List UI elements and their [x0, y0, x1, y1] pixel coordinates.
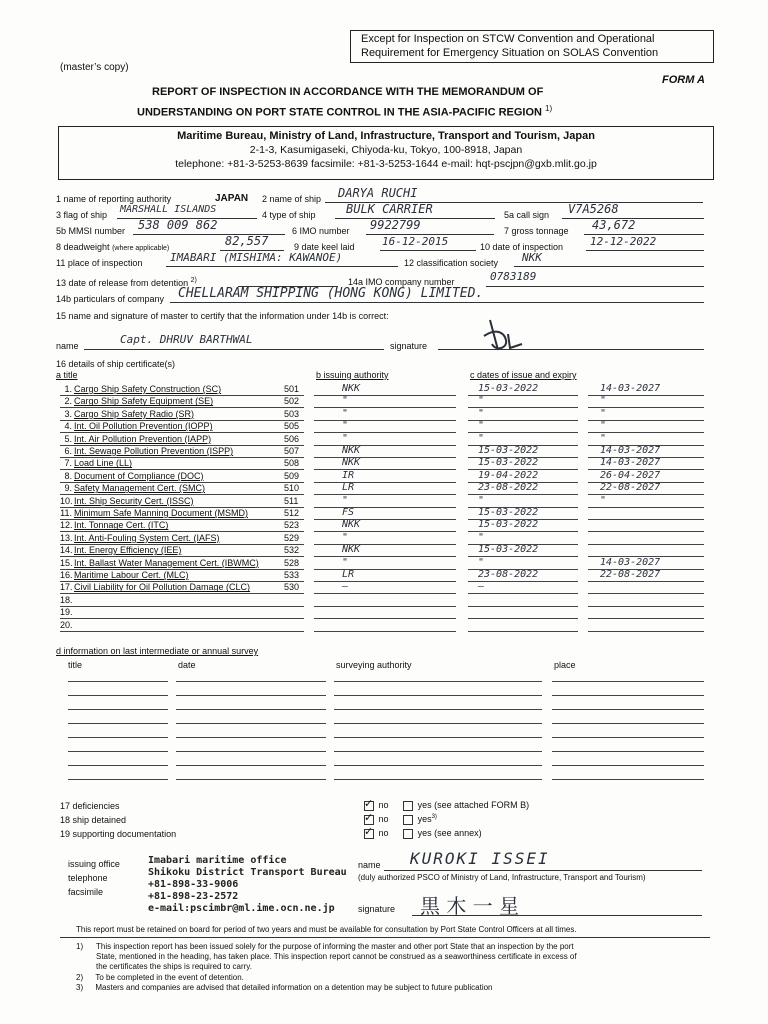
cert-expiry-date: ": [600, 494, 607, 506]
field-3-label: 3 flag of ship: [56, 210, 108, 220]
cert-number: 3.: [64, 408, 72, 419]
cert-number: 20.: [60, 619, 73, 630]
row-line-expiry: [588, 631, 704, 632]
cert-authority: LR: [342, 482, 355, 494]
survey-line: [334, 709, 542, 710]
form-label: FORM A: [662, 74, 705, 86]
survey-col-place: place: [554, 660, 576, 670]
issuing-office-label: issuing office: [68, 859, 120, 869]
cert-authority: ": [342, 531, 349, 543]
cert-issue-date: —: [478, 581, 485, 593]
cert-code: 533: [284, 570, 300, 580]
cert-code: 509: [284, 470, 300, 481]
cert-title: Civil Liability for Oil Pollution Damage (CLC): [74, 582, 251, 593]
facsimile-label: facsimile: [68, 887, 104, 897]
field-13-line: [238, 272, 338, 287]
field-2-value: DARYA RUCHI: [338, 186, 418, 200]
yes-checkbox-17[interactable]: [403, 801, 413, 811]
survey-line: [552, 737, 704, 738]
field-9-value: 16-12-2015: [382, 235, 449, 248]
exception-line1: Except for Inspection on STCW Convention and Operational: [361, 33, 655, 45]
cert-authority: —: [342, 581, 349, 593]
field-11-value: IMABARI (MISHIMA: KAWANOE): [170, 251, 343, 264]
field-8-label: [56, 242, 169, 252]
survey-line: [552, 765, 704, 766]
survey-line: [552, 723, 704, 724]
yes-label-19: yes (see annex): [417, 828, 482, 838]
certs-col-a: a title: [56, 370, 78, 380]
cert-issue-date: 19-04-2022: [478, 469, 539, 481]
cert-number: 17.: [60, 582, 73, 593]
master-name-label: name: [56, 341, 79, 351]
cert-title: Int. Anti-Fouling System Cert. (IAFS): [74, 532, 220, 543]
cert-code: 501: [284, 384, 300, 394]
survey-heading: d information on last intermediate or annual survey: [56, 646, 259, 656]
report-title-line1: REPORT OF INSPECTION IN ACCORDANCE WITH THE MEMORANDUM OF: [152, 86, 544, 98]
cert-number: 14.: [60, 545, 73, 556]
survey-line: [176, 723, 326, 724]
field-12-line: [514, 252, 704, 267]
cert-code: 532: [284, 545, 300, 556]
cert-issue-date: 15-03-2022: [478, 383, 539, 394]
cert-number: 1.: [64, 384, 72, 394]
footnote-3-number: 3): [76, 983, 84, 992]
no-label-18: no: [378, 814, 389, 824]
cert-title: Int. Oil Pollution Prevention (IOPP): [74, 421, 213, 432]
cert-code: 530: [284, 582, 300, 593]
cert-title: Minimum Safe Manning Document (MSMD): [74, 508, 249, 518]
authority-address: 2-1-3, Kasumigaseki, Chiyoda-ku, Tokyo, 100-8918, Japan: [249, 144, 523, 156]
cert-authority: FS: [342, 507, 355, 518]
survey-line: [68, 681, 168, 682]
certs-col-b: b issuing authority: [316, 370, 389, 380]
masters-copy: (master’s copy): [60, 62, 129, 73]
cert-issue-date: ": [478, 432, 485, 444]
cert-title: Document of Compliance (DOC): [74, 470, 204, 481]
cert-authority: ": [342, 494, 349, 506]
footnote-3: [76, 983, 493, 992]
psco-name-value: KUROKI ISSEI: [410, 849, 550, 868]
cert-title: Cargo Ship Safety Equipment (SE): [74, 396, 214, 407]
psco-note: (duly authorized PSCO of Ministry of Land, Infrastructure, Transport and Tourism): [358, 873, 646, 882]
cert-number: 18.: [60, 594, 73, 605]
office-stamp: [148, 855, 347, 915]
field-4-value: BULK CARRIER: [346, 202, 433, 216]
field-14a-value: 0783189: [490, 270, 537, 283]
survey-line: [176, 695, 326, 696]
cert-issue-date: ": [478, 531, 485, 543]
cert-issue-date: ": [478, 420, 485, 432]
cert-expiry-date: 22-08-2027: [600, 569, 661, 580]
field-1-label: 1 name of reporting authority: [56, 194, 172, 204]
row-19-options: [364, 825, 482, 839]
survey-line: [68, 695, 168, 696]
yes-label-17: yes (see attached FORM B): [417, 800, 530, 810]
authority-name: Maritime Bureau, Ministry of Land, Infrastructure, Transport and Tourism, Japan: [177, 130, 595, 142]
footer-retain: This report must be retained on board for period of two years and must be available for consultation by Port State Control Officers at all times.: [76, 925, 577, 934]
report-title-sup: 1): [545, 104, 553, 113]
cert-expiry-date: 14-03-2027: [600, 457, 661, 469]
psco-signature-label: signature: [358, 904, 396, 914]
field-5a-label: 5a call sign: [504, 210, 550, 220]
survey-line: [552, 681, 704, 682]
stamp-line4: +81-898-23-2572: [148, 891, 239, 902]
field-15-label: 15 name and signature of master to certify that the information under 14b is correct:: [56, 311, 389, 321]
survey-line: [334, 751, 542, 752]
survey-line: [552, 695, 704, 696]
footnote-1-line1: This inspection report has been issued solely for the purpose of informing the master and other port State that an inspection by the port: [96, 942, 574, 951]
field-11-label: 11 place of inspection: [56, 258, 143, 268]
field-8-label-text: 8 deadweight: [56, 242, 110, 252]
field-5b-label: 5b MMSI number: [56, 226, 126, 236]
field-5a-value: V7A5268: [568, 202, 619, 216]
survey-line: [68, 779, 168, 780]
cert-title: Cargo Ship Safety Radio (SR): [74, 408, 195, 419]
cert-title: Maritime Labour Cert. (MLC): [74, 570, 189, 580]
cert-code: 523: [284, 520, 300, 531]
cert-expiry-date: 26-04-2027: [600, 469, 661, 481]
footnote-2-number: 2): [76, 973, 84, 982]
field-12-value: NKK: [522, 251, 542, 264]
cert-code: 510: [284, 483, 300, 494]
footnote-2: [76, 973, 244, 982]
survey-line: [176, 751, 326, 752]
field-14a-label: 14a IMO company number: [348, 277, 455, 287]
row-line-auth: [314, 631, 456, 632]
survey-line: [334, 723, 542, 724]
row-17-label: 17 deficiencies: [60, 801, 120, 811]
authority-box: [58, 126, 714, 180]
cert-number: 11.: [60, 508, 72, 518]
cert-issue-date: 15-03-2022: [478, 519, 539, 531]
report-title-line2: [137, 104, 552, 119]
cert-issue-date: ": [478, 407, 485, 419]
yes-checkbox-19[interactable]: [403, 829, 413, 839]
cert-expiry-date: 14-03-2027: [600, 445, 661, 456]
survey-line: [334, 765, 542, 766]
field-10-label: 10 date of inspection: [480, 242, 564, 252]
cert-title: Int. Air Pollution Prevention (IAPP): [74, 433, 212, 444]
survey-col-title: title: [68, 660, 83, 670]
cert-issue-date: 15-03-2022: [478, 507, 539, 518]
survey-col-authority: surveying authority: [336, 660, 412, 670]
cert-title: Int. Energy Efficiency (IEE): [74, 545, 182, 556]
cert-title: Cargo Ship Safety Construction (SC): [74, 384, 222, 394]
cert-authority: NKK: [342, 445, 361, 456]
telephone-label: telephone: [68, 873, 108, 883]
survey-line: [68, 709, 168, 710]
cert-authority: NKK: [342, 544, 361, 556]
survey-line: [176, 681, 326, 682]
report-title-line2-text: UNDERSTANDING ON PORT STATE CONTROL IN THE ASIA-PACIFIC REGION: [137, 106, 542, 119]
cert-number: 5.: [64, 433, 72, 444]
cert-code: 506: [284, 433, 300, 444]
cert-number: 12.: [60, 520, 73, 531]
footer-rule: [60, 937, 710, 938]
cert-issue-date: ": [478, 395, 485, 407]
survey-line: [176, 765, 326, 766]
cert-authority: NKK: [342, 519, 361, 531]
field-9-label: 9 date keel laid: [294, 242, 355, 252]
survey-col-date: date: [178, 660, 196, 670]
cert-code: 508: [284, 458, 300, 469]
stamp-line3: +81-898-33-9006: [148, 879, 239, 890]
cert-authority: NKK: [342, 383, 361, 394]
footnote-1-number: 1): [76, 942, 84, 951]
cert-issue-date: ": [478, 556, 485, 568]
authority-contact: telephone: +81-3-5253-8639 facsimile: +81-3-5253-1644 e-mail: hqt-pscjpn@gxb.mlit.go.jp: [175, 158, 597, 170]
row-19-label: 19 supporting documentation: [60, 829, 177, 839]
no-checkbox-17[interactable]: ✓: [364, 797, 374, 810]
survey-line: [334, 695, 542, 696]
cert-expiry-date: ": [600, 395, 607, 407]
psco-signature-value: 黒 木 一 星: [420, 894, 520, 918]
cert-code: 529: [284, 532, 300, 543]
field-8-value: 82,557: [225, 234, 269, 248]
master-signature-mark: [478, 314, 538, 358]
field-1-value: JAPAN: [215, 193, 249, 204]
cert-authority: IR: [342, 469, 355, 481]
footnote-1: [76, 942, 577, 972]
certs-heading: 16 details of ship certificate(s): [56, 359, 176, 369]
cert-issue-date: 15-03-2022: [478, 445, 539, 456]
survey-line: [68, 751, 168, 752]
cert-code: 507: [284, 446, 300, 456]
survey-line: [552, 751, 704, 752]
cert-issue-date: 15-03-2022: [478, 457, 539, 469]
cert-number: 10.: [60, 495, 73, 506]
cert-authority: LR: [342, 569, 355, 580]
field-5b-value: 538 009 862: [138, 218, 218, 232]
cert-authority: ": [342, 395, 349, 407]
no-label-19: no: [378, 828, 389, 838]
field-3-value: MARSHALL ISLANDS: [120, 204, 217, 215]
yes-checkbox-18[interactable]: [403, 815, 413, 825]
cert-number: 6.: [64, 446, 72, 456]
cert-title: Int. Sewage Pollution Prevention (ISPP): [74, 446, 234, 456]
certs-col-c: c dates of issue and expiry: [470, 370, 577, 380]
cert-authority: ": [342, 420, 349, 432]
cert-code: 512: [284, 508, 300, 518]
survey-line: [68, 737, 168, 738]
cert-number: 9.: [64, 483, 72, 494]
psco-name-label: name: [358, 860, 381, 870]
cert-authority: ": [342, 407, 349, 419]
master-signature-label: signature: [390, 341, 428, 351]
field-7-label: 7 gross tonnage: [504, 226, 569, 236]
cert-authority: ": [342, 432, 349, 444]
stamp-line1: Imabari maritime office: [148, 855, 287, 866]
footnote-3-text: Masters and companies are advised that detailed information on a detention may be subject to future publication: [95, 983, 493, 992]
cert-number: 15.: [60, 557, 73, 568]
cert-number: 4.: [64, 421, 72, 432]
field-8-note: (where applicable): [112, 245, 170, 252]
cert-title: Load Line (LL): [74, 458, 133, 469]
cert-number: 16.: [60, 570, 73, 580]
cert-title: Int. Ballast Water Management Cert. (IBWMC): [74, 557, 259, 568]
field-7-value: 43,672: [592, 218, 636, 232]
survey-line: [334, 681, 542, 682]
survey-line: [176, 737, 326, 738]
survey-line: [552, 779, 704, 780]
no-label-17: no: [378, 800, 389, 810]
cert-expiry-date: 14-03-2027: [600, 556, 661, 568]
field-12-label: 12 classification society: [404, 258, 499, 268]
row-line-issue: [468, 631, 578, 632]
cert-title: Safety Management Cert. (SMC): [74, 483, 206, 494]
survey-line: [176, 709, 326, 710]
survey-line: [334, 737, 542, 738]
row-18-label: 18 ship detained: [60, 815, 127, 825]
cert-number: 2.: [64, 396, 72, 407]
exception-box: [350, 30, 714, 63]
footnote-2-text: To be completed in the event of detention.: [95, 973, 244, 982]
cert-authority: ": [342, 556, 349, 568]
field-14b-value: CHELLARAM SHIPPING (HONG KONG) LIMITED.: [178, 286, 484, 301]
yes-18-sup: 3): [431, 814, 437, 820]
cert-expiry-date: ": [600, 420, 607, 432]
footnote-1-line2: State, mentioned in the heading, has taken place. This inspection report cannot be construed as a seaworthiness certificate in excess of: [96, 952, 577, 961]
cert-code: 503: [284, 408, 300, 419]
cert-number: 8.: [64, 470, 72, 481]
cert-issue-date: ": [478, 494, 485, 506]
field-13-label: [56, 277, 197, 288]
cert-title: Int. Tonnage Cert. (ITC): [74, 520, 169, 531]
yes-label-18: yes: [417, 814, 432, 824]
survey-line: [334, 779, 542, 780]
row-17-options: [364, 797, 530, 811]
cert-issue-date: 23-08-2022: [478, 569, 539, 580]
cert-issue-date: 23-08-2022: [478, 482, 539, 494]
field-6-label: 6 IMO number: [292, 226, 350, 236]
footnote-1-line3: the certificates the ships is required to carry.: [96, 962, 252, 971]
stamp-line5: e-mail:pscimbr@ml.ime.ocn.ne.jp: [148, 903, 335, 914]
survey-line: [68, 723, 168, 724]
no-checkbox-18[interactable]: ✓: [364, 811, 374, 824]
cert-code: 528: [284, 557, 300, 568]
cert-expiry-date: 14-03-2027: [600, 383, 661, 394]
field-14b-label: 14b particulars of company: [56, 294, 165, 304]
cert-code: 505: [284, 421, 300, 432]
cert-title: Int. Ship Security Cert. (ISSC): [74, 495, 194, 506]
stamp-line2: Shikoku District Transport Bureau: [148, 867, 347, 878]
cert-number: 7.: [64, 458, 72, 469]
cert-number: 13.: [60, 532, 73, 543]
field-13-label-text: 13 date of release from detention: [56, 278, 189, 288]
master-name-value: Capt. DHRUV BARTHWAL: [120, 333, 253, 346]
cert-issue-date: 15-03-2022: [478, 544, 539, 556]
field-10-value: 12-12-2022: [590, 235, 657, 248]
cert-expiry-date: ": [600, 407, 607, 419]
field-4-label: 4 type of ship: [262, 210, 316, 220]
cert-expiry-date: 22-08-2027: [600, 482, 661, 494]
survey-line: [552, 709, 704, 710]
cert-expiry-date: ": [600, 432, 607, 444]
cert-authority: NKK: [342, 457, 361, 469]
cert-code: 502: [284, 396, 300, 407]
field-13-sup: 2): [190, 277, 197, 284]
row-18-options: [364, 811, 437, 825]
field-2-label: 2 name of ship: [262, 194, 322, 204]
exception-line2: Requirement for Emergency Situation on SOLAS Convention: [361, 47, 659, 59]
field-6-value: 9922799: [370, 218, 421, 232]
cert-code: 511: [284, 495, 299, 506]
row-line-title: [60, 631, 304, 632]
no-checkbox-19[interactable]: ✓: [364, 825, 374, 838]
survey-line: [68, 765, 168, 766]
survey-line: [176, 779, 326, 780]
cert-number: 19.: [60, 607, 73, 618]
